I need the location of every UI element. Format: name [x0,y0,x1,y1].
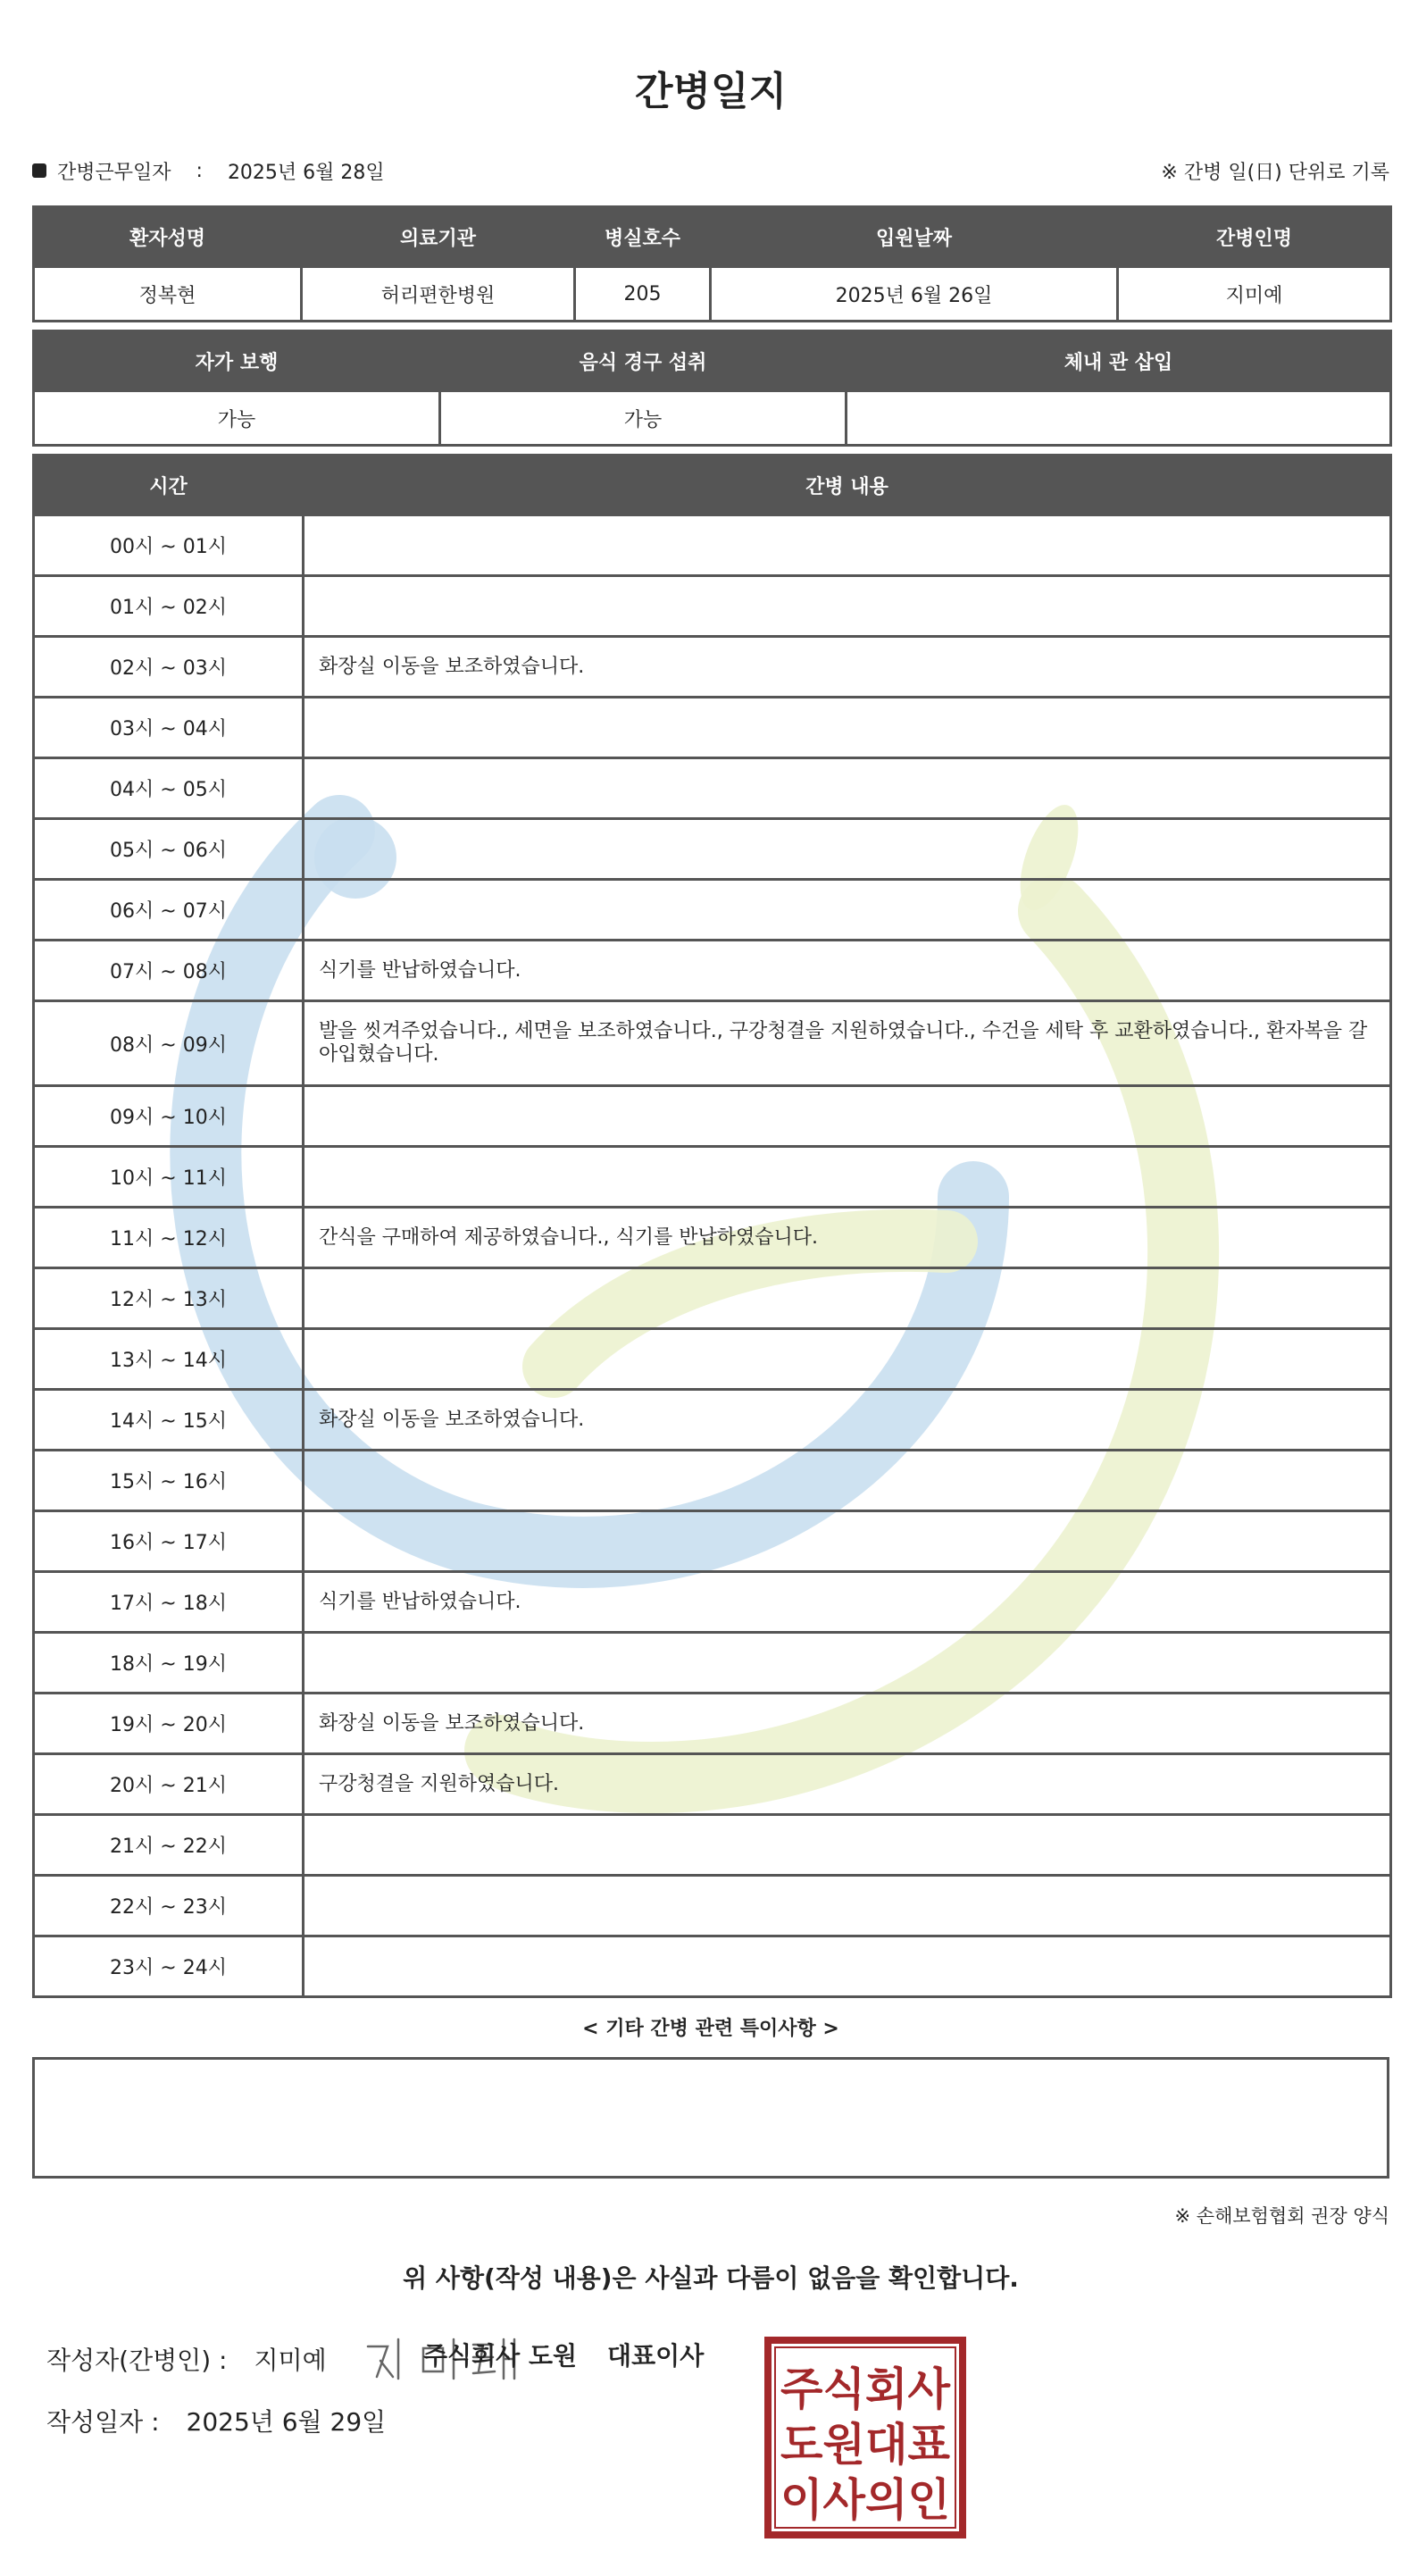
written-date-label: 작성일자 : [46,2407,160,2437]
hospital-name: 허리편한병원 [302,267,575,322]
header-hospital: 의료기관 [302,207,575,267]
care-log-row [34,941,1391,1001]
seal-text-line: 도원대표 [780,2419,951,2471]
header-caregiver-name: 간병인명 [1118,207,1391,267]
care-log-row [34,698,1391,758]
care-log-time: 16시 ~ 17시 [34,1511,304,1572]
writer-label: 작성자(간병인) : [46,2346,228,2375]
care-log-content: 화장실 이동을 보조하였습니다. [304,637,1391,698]
patient-info-table [32,205,1392,322]
work-date-label: 간병근무일자 [57,161,171,184]
header-patient-name: 환자성명 [34,207,302,267]
admission-date: 2025년 6월 26일 [711,267,1118,322]
care-log-time: 12시 ~ 13시 [34,1268,304,1329]
care-log-time: 20시 ~ 21시 [34,1754,304,1815]
care-log-content [304,1147,1391,1208]
writer-name: 지미예 [254,2346,327,2375]
company-signature [423,2337,704,2372]
header-tube-insertion: 체내 관 삽입 [847,331,1391,391]
care-log-row [34,1572,1391,1633]
care-log-time: 08시 ~ 09시 [34,1001,304,1086]
notes-box [32,2057,1389,2179]
care-log-content [304,1633,1391,1694]
ability-value-row [34,391,1391,446]
seal-text-line: 주식회사 [780,2363,951,2415]
care-log-row [34,758,1391,819]
care-log-time: 05시 ~ 06시 [34,819,304,880]
care-log-content: 화장실 이동을 보조하였습니다. [304,1694,1391,1754]
patient-name: 정복현 [34,267,302,322]
care-log-time: 14시 ~ 15시 [34,1390,304,1451]
care-log-row [34,1754,1391,1815]
tube-insertion-value [847,391,1391,446]
written-date-value: 2025년 6월 29일 [186,2407,387,2437]
room-number: 205 [575,267,711,322]
care-log-time: 09시 ~ 10시 [34,1086,304,1147]
header-room-number: 병실호수 [575,207,711,267]
care-log-row [34,1815,1391,1876]
care-log-time: 03시 ~ 04시 [34,698,304,758]
care-log-time: 11시 ~ 12시 [34,1208,304,1268]
care-log-row [34,515,1391,576]
patient-info-header-row [34,207,1391,267]
care-log-content: 식기를 반납하였습니다. [304,1572,1391,1633]
care-log-row [34,1511,1391,1572]
care-log-content [304,1511,1391,1572]
care-log-content [304,1451,1391,1511]
care-log-content [304,1086,1391,1147]
care-log-time: 07시 ~ 08시 [34,941,304,1001]
company-name: 주식회사 도원 [423,2341,578,2371]
care-log-time: 17시 ~ 18시 [34,1572,304,1633]
document-title: 간병일지 [634,69,787,114]
care-log-time: 18시 ~ 19시 [34,1633,304,1694]
care-log-time: 13시 ~ 14시 [34,1329,304,1390]
care-log-content [304,1876,1391,1936]
care-log-row [34,1268,1391,1329]
care-log-content [304,1936,1391,1997]
care-log-row [34,1633,1391,1694]
care-log-time: 23시 ~ 24시 [34,1936,304,1997]
care-log-content [304,758,1391,819]
bullet-square-icon [32,163,46,178]
care-log-row [34,576,1391,637]
header-care-content: 간병 내용 [304,456,1391,515]
written-date-row [32,2398,1389,2443]
care-log-document [32,0,1389,2443]
care-log-content: 간식을 구매하여 제공하였습니다., 식기를 반납하였습니다. [304,1208,1391,1268]
care-log-content [304,1329,1391,1390]
care-log-content [304,515,1391,576]
care-log-header-row [34,456,1391,515]
care-log-content [304,1815,1391,1876]
confirmation-statement: 위 사항(작성 내용)은 사실과 다름이 없음을 확인합니다. [403,2263,1019,2293]
self-walking-value: 가능 [34,391,440,446]
patient-ability-table [32,330,1392,447]
care-log-row [34,637,1391,698]
care-log-time: 02시 ~ 03시 [34,637,304,698]
care-log-row [34,1208,1391,1268]
care-log-row [34,1390,1391,1451]
recommended-form-note: ※ 손해보험협회 권장 양식 [1174,2205,1389,2227]
care-log-content: 발을 씻겨주었습니다., 세면을 보조하였습니다., 구강청결을 지원하였습니다., 수건을 세탁 후 교환하였습니다., 환자복을 갈아입혔습니다. [304,1001,1391,1086]
care-log-content [304,576,1391,637]
writer-row [32,2332,1389,2386]
seal-text-line: 이사의인 [780,2474,950,2526]
care-log-time: 06시 ~ 07시 [34,880,304,941]
care-log-time: 19시 ~ 20시 [34,1694,304,1754]
header-admission-date: 입원날짜 [711,207,1118,267]
care-log-content [304,1268,1391,1329]
care-log-content: 식기를 반납하였습니다. [304,941,1391,1001]
care-log-row [34,819,1391,880]
care-log-row [34,1451,1391,1511]
care-log-time: 01시 ~ 02시 [34,576,304,637]
care-log-row [34,1329,1391,1390]
care-log-table [32,454,1392,1998]
care-log-content: 구강청결을 지원하였습니다. [304,1754,1391,1815]
daily-record-note: ※ 간병 일(日) 단위로 기록 [1161,161,1389,184]
company-seal-stamp [764,2337,966,2538]
care-log-row [34,1086,1391,1147]
oral-intake-value: 가능 [440,391,847,446]
care-log-content [304,880,1391,941]
care-log-time: 04시 ~ 05시 [34,758,304,819]
caregiver-name: 지미예 [1118,267,1391,322]
patient-info-value-row [34,267,1391,322]
header-oral-intake: 음식 경구 섭취 [440,331,847,391]
care-log-time: 15시 ~ 16시 [34,1451,304,1511]
care-log-time: 22시 ~ 23시 [34,1876,304,1936]
care-log-content: 화장실 이동을 보조하였습니다. [304,1390,1391,1451]
ability-header-row [34,331,1391,391]
care-log-row [34,1876,1391,1936]
work-date-separator: : [196,159,203,182]
notes-title: < 기타 간병 관련 특이사항 > [582,2018,839,2040]
care-log-content [304,819,1391,880]
ceo-title: 대표이사 [607,2341,705,2371]
care-log-body [34,515,1391,1997]
care-log-time: 00시 ~ 01시 [34,515,304,576]
care-log-row [34,1694,1391,1754]
work-date-value: 2025년 6월 28일 [227,161,385,184]
care-log-row [34,1936,1391,1997]
care-log-row [34,1147,1391,1208]
care-log-time: 21시 ~ 22시 [34,1815,304,1876]
care-log-row [34,1001,1391,1086]
care-log-content [304,698,1391,758]
header-time: 시간 [34,456,304,515]
work-date-row [32,157,1389,184]
care-log-row [34,880,1391,941]
header-self-walking: 자가 보행 [34,331,440,391]
care-log-time: 10시 ~ 11시 [34,1147,304,1208]
